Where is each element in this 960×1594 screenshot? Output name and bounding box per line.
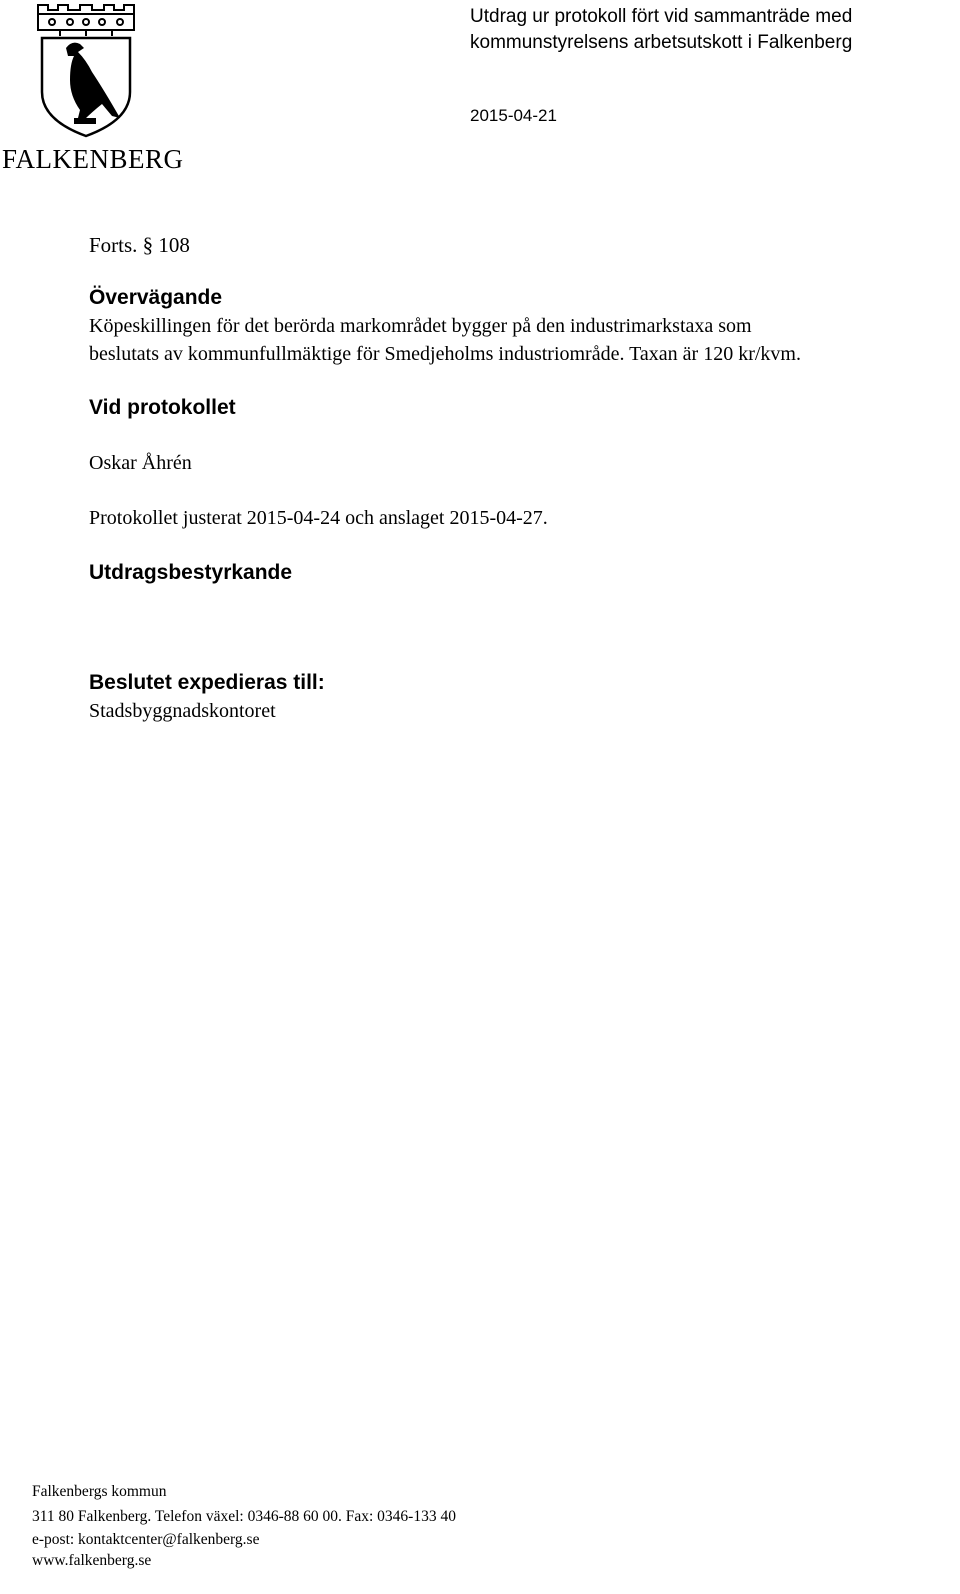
heading-expedieras: Beslutet expedieras till: [89, 671, 325, 694]
document-title-line2: kommunstyrelsens arbetsutskott i Falkenberg [470, 32, 853, 53]
section-continued: Forts. § 108 [89, 233, 190, 257]
secretary-name: Oskar Åhrén [89, 452, 192, 474]
footer-web: www.falkenberg.se [32, 1552, 152, 1569]
heading-utdragsbestyrkande: Utdragsbestyrkande [89, 561, 293, 584]
heading-vid-protokollet: Vid protokollet [89, 396, 236, 419]
document-title-line1: Utdrag ur protokoll fört vid sammanträde med [470, 6, 853, 27]
overvagande-text-line1: Köpeskillingen för det berörda markområdet bygger på den industrimarkstaxa som [89, 315, 752, 337]
footer-org: Falkenbergs kommun [32, 1483, 167, 1500]
heading-overvagande: Övervägande [89, 286, 223, 309]
protocol-adjusted-text: Protokollet justerat 2015-04-24 och anslaget 2015-04-27. [89, 507, 548, 529]
footer-address: 311 80 Falkenberg. Telefon växel: 0346-88 60 00. Fax: 0346-133 40 [32, 1508, 456, 1525]
falkenberg-logo [0, 0, 184, 180]
logo-wordmark: FALKENBERG [2, 144, 184, 174]
coat-of-arms-icon [0, 0, 180, 140]
meeting-date: 2015-04-21 [470, 106, 557, 125]
footer-email: e-post: kontaktcenter@falkenberg.se [32, 1531, 260, 1548]
recipient: Stadsbyggnadskontoret [89, 700, 276, 722]
overvagande-text-line2: beslutats av kommunfullmäktige för Smedjeholms industriområde. Taxan är 120 kr/kvm. [89, 343, 801, 365]
